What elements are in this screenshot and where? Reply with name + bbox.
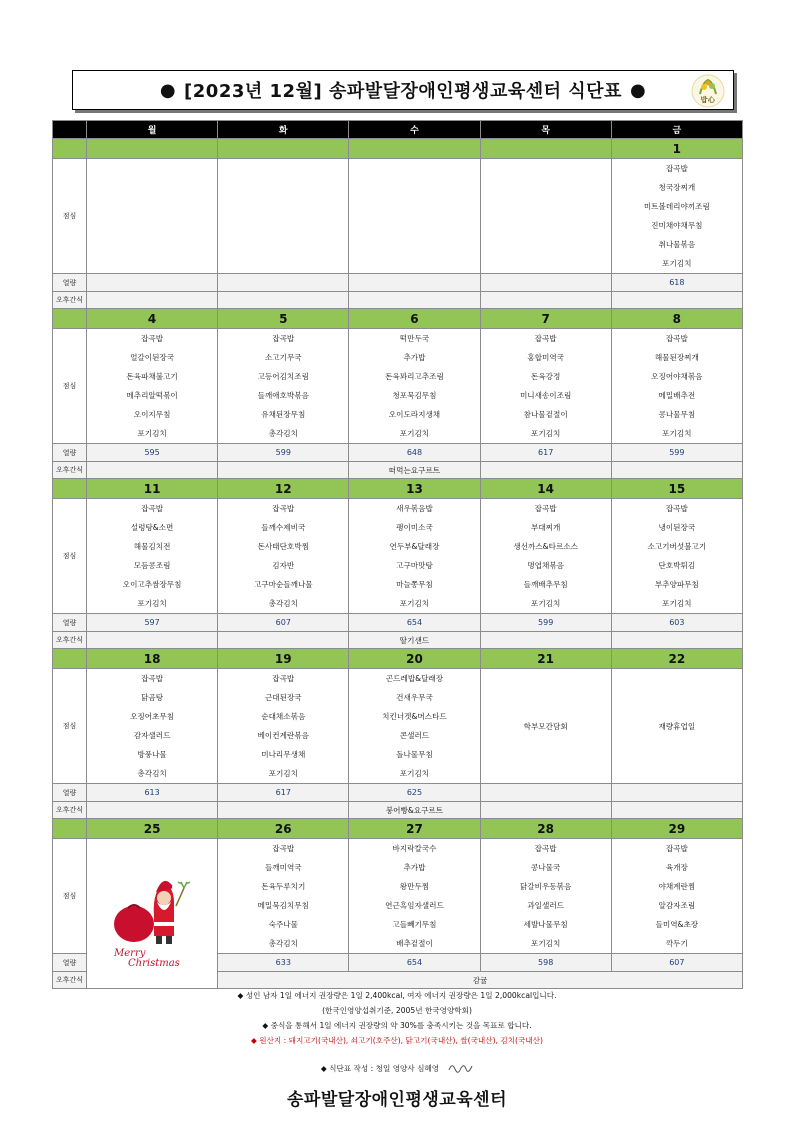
christmas-greeting-1: Merry [114,947,146,959]
calorie-cell: 603 [611,614,742,632]
calorie-cell: 625 [349,784,480,802]
snack-cell [218,632,349,649]
calorie-cell: 607 [611,954,742,972]
dish-item: 연근흑임자샐러드 [385,901,444,910]
dish-item: 왕만두찜 [399,882,430,891]
date-cell: 28 [480,819,611,839]
author-line [0,1060,794,1077]
lunch-row [53,159,743,274]
dish-item: 잡곡밥 [534,334,557,343]
dish-item: 메밀묵김치무침 [257,901,309,910]
calorie-label: 열량 [53,444,87,462]
lunch-cell [611,839,742,954]
lunch-cell [349,839,480,954]
date-cell: 25 [87,819,218,839]
dish-item: 오이도라지생채 [388,410,441,419]
christmas-illustration-cell [87,839,218,989]
dish-item: 잡곡밥 [665,844,688,853]
dish-item: 취나물볶음 [658,240,696,249]
date-cell: 6 [349,309,480,329]
dish-item: 포기김치 [530,429,561,438]
date-cell: 14 [480,479,611,499]
lunch-cell [480,839,611,954]
dish-item: 진미채야채무침 [651,221,703,230]
lunch-cell [218,329,349,444]
weekday-wed: 수 [349,121,480,139]
corner-cell [53,121,87,139]
date-cell: 22 [611,649,742,669]
date-row [53,139,743,159]
snack-cell [218,462,349,479]
date-cell [349,139,480,159]
dish-item: 팽이미소국 [396,523,433,532]
dish-item: 추가밥 [403,353,426,362]
calorie-label: 열량 [53,614,87,632]
calorie-cell: 633 [218,954,349,972]
calorie-cell [218,274,349,292]
lunch-label: 점심 [53,159,87,274]
dish-item: 잡곡밥 [272,674,295,683]
dish-item: 해물된장찌개 [654,353,699,362]
dish-item: 순대채소볶음 [261,712,306,721]
date-row [53,309,743,329]
dish-item: 냉이된장국 [658,523,696,532]
calorie-row [53,444,743,462]
christmas-greeting-2: Christmas [128,957,180,969]
lunch-cell [480,499,611,614]
calorie-label: 열량 [53,784,87,802]
weekday-fri: 금 [611,121,742,139]
dish-item: 포기김치 [399,769,430,778]
dish-item: 잡곡밥 [141,504,164,513]
date-cell: 13 [349,479,480,499]
dish-item: 방풍나물 [137,750,167,759]
dish-item: 들깨애호박볶음 [257,391,309,400]
lunch-cell [611,159,742,274]
dish-item: 돈육꽈리고추조림 [385,372,444,381]
dish-item: 김자반 [272,561,295,570]
lunch-cell [611,669,742,784]
lunch-cell [349,159,480,274]
calorie-cell: 617 [218,784,349,802]
date-row [53,819,743,839]
dish-item: 고등어김치조림 [257,372,309,381]
snack-row [53,802,743,819]
snack-cell [611,292,742,309]
dish-item: 잡곡밥 [665,334,688,343]
lunch-cell [480,669,611,784]
snack-label: 오후간식 [53,802,87,819]
snack-label: 오후간식 [53,462,87,479]
calorie-cell: 648 [349,444,480,462]
snack-cell [480,632,611,649]
calorie-cell: 618 [611,274,742,292]
dish-item: 오징어초무침 [130,712,175,721]
dish-item: 총각김치 [268,429,298,438]
date-cell: 12 [218,479,349,499]
dish-item: 잡곡밥 [534,844,557,853]
lunch-cell [480,159,611,274]
weekday-tue: 화 [218,121,349,139]
snack-label: 오후간식 [53,632,87,649]
title-box [72,70,734,110]
dish-item: 감자샐러드 [133,731,171,740]
date-cell: 11 [87,479,218,499]
date-cell [480,139,611,159]
calorie-cell [349,274,480,292]
calorie-cell: 654 [349,954,480,972]
snack-cell [349,292,480,309]
dish-item: 치킨너겟&머스타드 [382,712,447,721]
dish-item: 포기김치 [662,259,692,268]
dish-item: 포기김치 [268,769,298,778]
dish-item: 추가밥 [403,863,426,872]
dish-item: 재량휴업일 [658,721,696,731]
lunch-cell [87,329,218,444]
lunch-cell [349,499,480,614]
snack-cell [480,802,611,819]
origin-note: ◆ 원산지 : 돼지고기(국내산), 쇠고기(호주산), 닭고기(국내산), 쌀(국내산), 김치(국내산) [251,1036,543,1045]
weekday-mon: 월 [87,121,218,139]
lunch-label: 점심 [53,839,87,954]
date-cell: 5 [218,309,349,329]
date-row [53,479,743,499]
dish-item: 총각김치 [137,769,167,778]
dish-item: 연두부&달래장 [389,542,440,551]
lunch-cell [218,499,349,614]
date-cell: 27 [349,819,480,839]
dish-item: 바지락칼국수 [392,844,437,853]
christmas-illustration [94,858,210,970]
snack-cell [87,632,218,649]
dish-item: 학부모간담회 [523,721,568,731]
dish-item: 미트볼데리야끼조림 [643,202,710,211]
dish-item: 고구마맛탕 [396,561,433,570]
dish-item: 포기김치 [137,429,167,438]
lunch-cell [87,499,218,614]
snack-row [53,462,743,479]
author-text: ◆ 식단표 작성 : 청일 영양사 심혜영 [320,1064,440,1073]
dish-item: 베이컨계란볶음 [257,731,309,740]
dish-item: 들깨미역국 [264,863,302,872]
dish-item: 육개장 [665,863,688,872]
snack-row [53,292,743,309]
snack-cell [87,802,218,819]
logo-text: 밥心 [700,96,716,104]
dish-item: 콩나물무침 [658,410,696,419]
dish-item: 마늘쫑무침 [396,580,433,589]
dish-item: 소고기버섯불고기 [647,542,707,551]
dish-item: 잡곡밥 [665,504,688,513]
date-cell: 7 [480,309,611,329]
date-cell: 21 [480,649,611,669]
center-logo [691,74,725,108]
calorie-cell: 595 [87,444,218,462]
dish-item: 유채된장무침 [261,410,306,419]
calorie-cell [480,274,611,292]
date-row-label [53,819,87,839]
dish-item: 돈육강정 [530,372,561,381]
center-name: 송파발달장애인평생교육센터 [287,1090,507,1110]
lunch-cell [218,159,349,274]
dish-item: 포기김치 [137,599,167,608]
date-cell: 8 [611,309,742,329]
dish-item: 오징어야채볶음 [651,372,703,381]
date-row-label [53,649,87,669]
dish-item: 포기김치 [662,599,692,608]
dish-item: 알감자조림 [658,901,696,910]
dish-item: 닭곰탕 [141,693,164,702]
dish-item: 깍두기 [665,939,688,948]
dish-item: 콘샐러드 [399,731,430,740]
dish-item: 생선까스&타르소스 [513,542,578,551]
date-cell: 18 [87,649,218,669]
dish-item: 잡곡밥 [665,164,688,173]
calorie-label: 열량 [53,274,87,292]
dish-item: 잡곡밥 [534,504,557,513]
dish-item: 오이고추쌈장무침 [122,580,182,589]
lunch-row [53,329,743,444]
date-cell: 26 [218,819,349,839]
date-row [53,649,743,669]
dish-item: 고구마순들깨나물 [253,580,313,589]
dish-item: 미나리무생채 [261,750,306,759]
snack-cell: 감귤 [218,972,743,989]
dish-item: 돈사태단호박찜 [257,542,309,551]
calorie-cell: 654 [349,614,480,632]
dish-item: 잡곡밥 [272,334,295,343]
calorie-cell: 597 [87,614,218,632]
dish-item: 부대찌개 [530,523,561,532]
calorie-cell: 599 [611,444,742,462]
dish-item: 오이지무침 [133,410,171,419]
snack-cell [480,462,611,479]
dish-item: 청국장찌개 [658,183,696,192]
dish-item: 건새우무국 [396,693,433,702]
snack-cell [480,292,611,309]
dish-item: 닭갈비우동볶음 [519,882,572,891]
signature-icon [447,1060,473,1074]
dish-item: 홍합미역국 [527,353,564,362]
dish-item: 부추양파무침 [654,580,699,589]
lunch-cell [87,159,218,274]
weekday-thu: 목 [480,121,611,139]
date-cell: 29 [611,819,742,839]
dish-item: 얼갈이된장국 [130,353,175,362]
dish-item: 고들빼기무침 [392,920,437,929]
lunch-cell [349,669,480,784]
footer-notes [0,988,794,1110]
dish-item: 소고기무국 [264,353,302,362]
date-cell [87,139,218,159]
lunch-cell [218,669,349,784]
dish-item: 잡곡밥 [272,504,295,513]
menu-body [53,139,743,989]
dish-item: 들미역&초장 [655,920,699,929]
dish-item: 메추리알떡볶이 [126,391,178,400]
snack-cell [218,292,349,309]
snack-cell: 딸기샌드 [349,632,480,649]
energy-note: ◆ 성인 남자 1일 에너지 권장량은 1일 2,400kcal, 여자 에너지 권장량은 1일 2,000kcal입니다. [237,991,557,1000]
dish-item: 배추겉절이 [396,939,433,948]
dish-item: 포기김치 [530,939,561,948]
lunch-cell [87,669,218,784]
menu-table [52,120,743,989]
snack-cell [611,802,742,819]
lunch-row [53,499,743,614]
dish-item: 돌나물무침 [396,750,433,759]
calorie-cell [480,784,611,802]
dish-item: 총각김치 [268,939,298,948]
calorie-cell: 598 [480,954,611,972]
energy-source-note: (한국인영양섭취기준, 2005년 한국영양학회) [322,1006,472,1015]
date-cell: 4 [87,309,218,329]
dish-item: 근대된장국 [264,693,302,702]
snack-cell [611,632,742,649]
dish-item: 숙주나물 [268,920,298,929]
lunch-cell [611,329,742,444]
calorie-cell [611,784,742,802]
dish-item: 포기김치 [399,429,430,438]
dish-item: 돈육파채불고기 [126,372,178,381]
lunch-cell [480,329,611,444]
snack-label: 오후간식 [53,972,87,989]
calorie-row [53,784,743,802]
page-title: [2023년 12월] 송파발달장애인평생교육센터 식단표 [184,81,622,102]
snack-cell [87,292,218,309]
lunch-cell [218,839,349,954]
dish-item: 잡곡밥 [141,334,164,343]
dish-item: 해물김치전 [133,542,171,551]
santa-icon [94,858,210,970]
date-cell: 19 [218,649,349,669]
dish-item: 단호박튀김 [658,561,696,570]
signature [447,1060,473,1077]
dish-item: 설렁탕&소면 [130,523,174,532]
date-cell: 20 [349,649,480,669]
snack-cell: 붕어빵&요구르트 [349,802,480,819]
dish-item: 메밀배추전 [658,391,696,400]
date-cell: 1 [611,139,742,159]
bullet-right: ● [629,79,647,101]
calorie-cell: 617 [480,444,611,462]
snack-cell [218,802,349,819]
lunch-row [53,669,743,784]
snack-cell [87,462,218,479]
calorie-cell [87,274,218,292]
date-row-label [53,139,87,159]
dish-item: 곤드레밥&달래장 [385,674,444,683]
calorie-cell: 613 [87,784,218,802]
dish-item: 참나물겉절이 [523,410,568,419]
snack-row [53,632,743,649]
lunch-cell [349,329,480,444]
dish-item: 세발나물무침 [523,920,568,929]
dish-item: 들깨배추무침 [523,580,568,589]
dish-item: 떡만두국 [399,334,430,343]
snack-cell [611,462,742,479]
dish-item: 포기김치 [399,599,430,608]
calorie-cell: 599 [218,444,349,462]
bullet-left: ● [159,79,177,101]
dish-item: 포기김치 [662,429,692,438]
calorie-row [53,614,743,632]
calorie-cell: 607 [218,614,349,632]
weekday-header-row [53,121,743,139]
dish-item: 콩나물국 [530,863,561,872]
date-cell: 15 [611,479,742,499]
lunch-label: 점심 [53,499,87,614]
dish-item: 잡곡밥 [272,844,295,853]
dish-item: 들깨수제비국 [261,523,306,532]
lunch-cell [611,499,742,614]
dish-item: 야채계란찜 [658,882,696,891]
dish-item: 포기김치 [530,599,561,608]
dish-item: 청포묵김무침 [392,391,437,400]
dish-item: 새우볶음밥 [396,504,433,513]
dish-item: 모듬콩조림 [133,561,171,570]
goal-note: ◆ 중식을 통해서 1일 에너지 권장량의 약 30%를 충족시키는 것을 목표로 합니다. [262,1021,532,1030]
dish-item: 명엽채볶음 [527,561,564,570]
dish-item: 돈육두루치기 [261,882,306,891]
dish-item: 잡곡밥 [141,674,164,683]
dish-item: 미니새송이조림 [519,391,572,400]
snack-label: 오후간식 [53,292,87,309]
lunch-label: 점심 [53,329,87,444]
date-row-label [53,479,87,499]
lunch-label: 점심 [53,669,87,784]
snack-cell: 떠먹는요구르트 [349,462,480,479]
dish-item: 총각김치 [268,599,298,608]
lunch-row [53,839,743,954]
dish-item: 과일샐러드 [527,901,564,910]
calorie-cell: 599 [480,614,611,632]
calorie-label: 열량 [53,954,87,972]
date-cell [218,139,349,159]
date-row-label [53,309,87,329]
calorie-row [53,274,743,292]
